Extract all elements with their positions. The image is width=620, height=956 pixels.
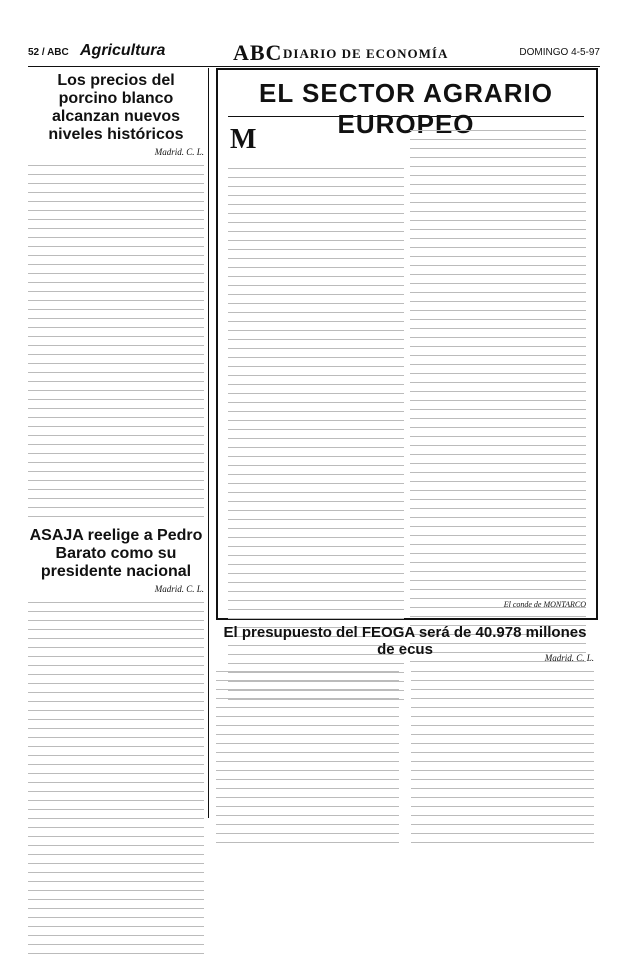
- masthead: [28, 40, 600, 67]
- title-rule: [228, 116, 584, 117]
- left-column: [28, 72, 204, 956]
- article-body-placeholder: [28, 159, 204, 517]
- paper-name: DIARIO DE ECONOMÍA: [283, 46, 449, 61]
- column-divider: [208, 68, 209, 818]
- issue-date: DOMINGO 4-5-97: [519, 47, 600, 58]
- article-signature: El conde de MONTARCO: [503, 600, 586, 609]
- article-body-placeholder: [28, 596, 204, 954]
- article-title-asaja: ASAJA reelige a Pedro Barato como su presidente nacional: [29, 527, 203, 580]
- featured-article-box: [216, 68, 598, 620]
- featured-title: EL SECTOR AGRARIO EUROPEO: [259, 78, 553, 139]
- article-byline: Madrid. C. L.: [544, 653, 594, 663]
- page-number: 52 / ABC: [28, 47, 69, 58]
- article-byline: Madrid. C. L.: [154, 147, 204, 157]
- feoga-article: [216, 650, 594, 845]
- section-title: Agricultura: [80, 42, 166, 59]
- drop-cap: M: [230, 124, 257, 155]
- article-title-pork-prices: Los precios del porcino blanco alcanzan nuevos niveles históricos: [48, 72, 184, 143]
- feoga-column-right: [411, 665, 594, 845]
- featured-column-right: [410, 124, 586, 664]
- article-title-feoga: El presupuesto del FEOGA será de 40.978 millones de ecus: [223, 624, 587, 658]
- featured-column-left: [228, 162, 404, 702]
- feoga-column-left: [216, 665, 399, 845]
- brand-logo: ABC: [233, 40, 283, 65]
- article-byline: Madrid. C. L.: [154, 584, 204, 594]
